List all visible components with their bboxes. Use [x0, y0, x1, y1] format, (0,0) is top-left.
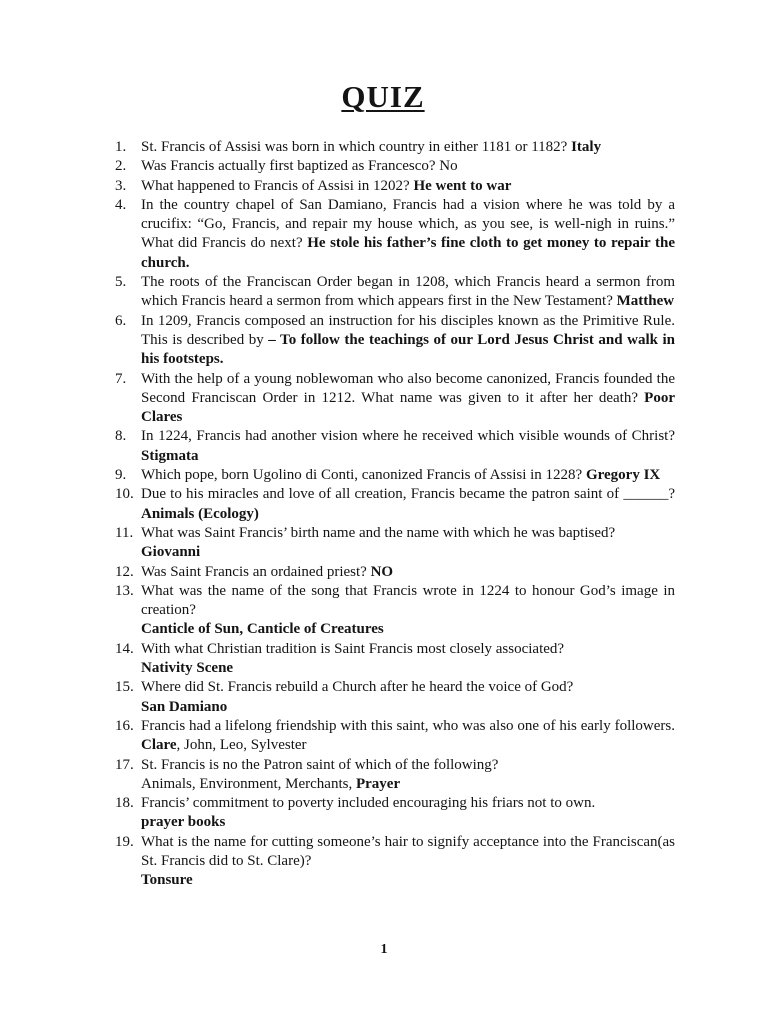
question-text: In 1224, Francis had another vision where he received which visible wounds of Christ? — [141, 428, 675, 445]
quiz-question — [115, 485, 675, 524]
answer-text: Canticle of Sun, Canticle of Creatures — [141, 621, 384, 638]
answer-text: Animals (Ecology) — [141, 505, 259, 522]
page-number: 1 — [380, 942, 388, 957]
question-text: Animals, Environment, Merchants, — [141, 775, 356, 792]
answer-text: Gregory IX — [585, 467, 661, 484]
question-text: What was Saint Francis’ birth name and the name with which he was baptised? — [141, 524, 616, 541]
question-text: With the help of a young noblewoman who also become canonized, Francis founded the Second Franciscan Order in 1212. What name was given to it after her death? — [141, 370, 675, 406]
quiz-question — [115, 370, 675, 428]
quiz-question — [115, 196, 675, 273]
question-text: In 1209, Francis composed an instruction for his disciples known as the Primitive Rule. This is described by — [141, 312, 675, 348]
question-text: Francis had a lifelong friendship with this saint, who was also one of his early followers. — [141, 717, 675, 734]
answer-text: Giovanni — [141, 544, 201, 561]
question-number: 9. — [115, 467, 127, 484]
question-number: 18. — [115, 795, 134, 812]
question-text: , John, Leo, Sylvester — [176, 737, 307, 754]
question-number: 16. — [115, 717, 134, 734]
question-text: St. Francis is no the Patron saint of which of the following? — [141, 756, 499, 773]
quiz-question — [115, 678, 675, 717]
answer-text: NO — [370, 563, 394, 580]
question-number: 15. — [115, 679, 134, 696]
quiz-question — [115, 177, 675, 196]
question-text: What is the name for cutting someone’s hair to signify acceptance into the Franciscan(as St. Francis did to St. Clare)? — [141, 833, 675, 869]
question-number: 14. — [115, 640, 134, 657]
quiz-question — [115, 563, 675, 582]
answer-text: He stole his father’s fine cloth to get money to repair the church. — [141, 235, 675, 271]
answer-text: Matthew — [616, 293, 675, 310]
page-title: QUIZ — [341, 79, 425, 114]
question-text: Where did St. Francis rebuild a Church after he heard the voice of God? — [141, 679, 574, 696]
quiz-question — [115, 312, 675, 370]
answer-text: – To follow the teachings of our Lord Jesus Christ and walk in his footsteps. — [141, 331, 675, 368]
answer-text: Tonsure — [141, 872, 193, 889]
question-number: 5. — [115, 274, 127, 291]
question-text: Was Francis actually first baptized as Francesco? No — [141, 158, 458, 175]
question-number: 19. — [115, 833, 134, 850]
answer-text: Clare — [141, 737, 177, 754]
answer-text: Stigmata — [141, 447, 199, 464]
question-text: Was Saint Francis an ordained priest? — [141, 563, 371, 580]
answer-text: prayer books — [141, 814, 226, 831]
question-number: 1. — [115, 139, 127, 155]
question-number: 17. — [115, 756, 134, 773]
question-number: 2. — [115, 158, 127, 175]
answer-text: Prayer — [355, 775, 401, 792]
question-text: What happened to Francis of Assisi in 1202? — [141, 177, 414, 194]
quiz-question — [115, 157, 675, 176]
quiz-question — [115, 756, 675, 795]
question-text: Which pope, born Ugolino di Conti, canonized Francis of Assisi in 1228? — [141, 467, 586, 484]
quiz-question — [115, 466, 675, 485]
question-number: 13. — [115, 582, 134, 599]
question-text: The roots of the Franciscan Order began in 1208, which Francis heard a sermon from which Francis heard a sermon from which appears first in the New Testament? — [141, 274, 675, 310]
answer-text: He went to war — [413, 177, 512, 194]
quiz-question — [115, 640, 675, 679]
quiz-question — [115, 794, 675, 833]
question-number: 4. — [115, 196, 127, 213]
question-text: In the country chapel of San Damiano, Francis had a vision where he was told by a crucifix: “Go, Francis, and repair my house which, as you see, is well-nigh in ruins.” What did Francis do next? — [141, 196, 675, 252]
quiz-question — [115, 138, 675, 157]
quiz-question — [115, 717, 675, 756]
quiz-list — [115, 138, 675, 891]
quiz-question — [115, 833, 675, 891]
question-text: St. Francis of Assisi was born in which country in either 1181 or 1182? — [141, 139, 572, 155]
answer-text: San Damiano — [141, 698, 228, 715]
question-text: Due to his miracles and love of all creation, Francis became the patron saint of ______? — [141, 486, 675, 503]
answer-text: Italy — [571, 139, 602, 155]
question-number: 6. — [115, 312, 127, 329]
quiz-question — [115, 524, 675, 563]
question-number: 7. — [115, 370, 127, 387]
answer-text: Nativity Scene — [141, 660, 234, 677]
quiz-question — [115, 427, 675, 466]
quiz-question — [115, 273, 675, 312]
question-text: Francis’ commitment to poverty included encouraging his friars not to own. — [141, 795, 596, 812]
question-number: 3. — [115, 177, 127, 194]
question-number: 11. — [115, 524, 134, 541]
quiz-question — [115, 582, 675, 640]
question-number: 12. — [115, 563, 134, 580]
question-text: With what Christian tradition is Saint Francis most closely associated? — [141, 640, 565, 657]
question-text: What was the name of the song that Francis wrote in 1224 to honour God’s image in creation? — [141, 582, 675, 619]
question-number: 8. — [115, 428, 127, 445]
question-number: 10. — [115, 486, 134, 503]
answer-text: Poor Clares — [141, 389, 675, 426]
